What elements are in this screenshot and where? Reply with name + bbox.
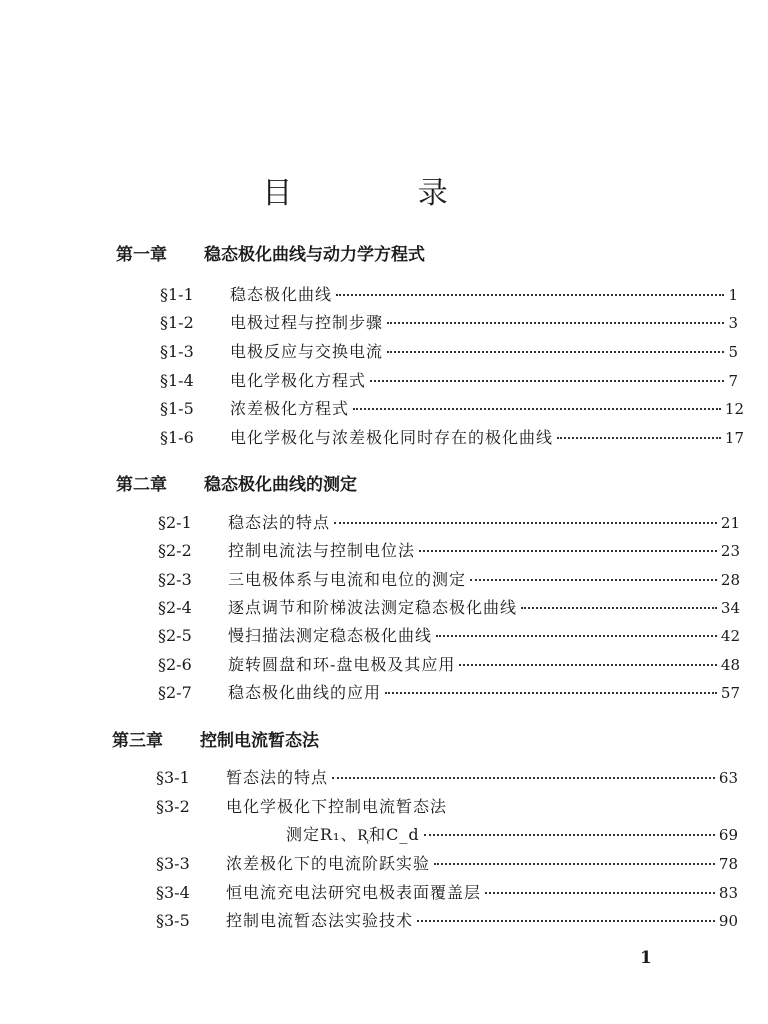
page-ref: 42: [720, 627, 740, 645]
page-ref: 90: [718, 912, 738, 930]
section-number: §2-7: [158, 683, 192, 702]
page-title: 目 录: [262, 176, 506, 211]
leader-dots: [370, 380, 724, 382]
leader-dots: [434, 863, 715, 865]
leader-dots: [436, 635, 717, 637]
section-title: 电化学极化与浓差极化同时存在的极化曲线: [230, 428, 554, 447]
toc-entry[interactable]: [158, 538, 740, 561]
chapter-title: 稳态极化曲线的测定: [204, 475, 357, 495]
chapter-heading: [116, 470, 357, 495]
page-ref: 57: [720, 684, 740, 702]
chapter-heading: [116, 240, 425, 265]
section-title: 电极过程与控制步骤: [230, 313, 384, 332]
section-number: §1-4: [160, 371, 194, 390]
section-number: §3-2: [156, 797, 190, 816]
leader-dots: [332, 777, 715, 779]
toc-entry[interactable]: [160, 282, 738, 305]
toc-entry[interactable]: [158, 510, 740, 533]
section-title: 稳态极化曲线的应用: [228, 683, 382, 702]
leader-dots: [387, 351, 724, 353]
section-number: §2-2: [158, 541, 192, 560]
toc-entry[interactable]: [156, 851, 738, 874]
section-number: §3-1: [156, 768, 190, 787]
section-title: 逐点调节和阶梯波法测定稳态极化曲线: [228, 598, 518, 617]
toc-entry-continuation[interactable]: [286, 822, 738, 845]
section-title: 电化学极化方程式: [230, 371, 367, 390]
chapter-number: 第二章: [116, 475, 167, 495]
page-ref: 1: [728, 286, 738, 304]
chapter-title: 控制电流暂态法: [200, 731, 319, 751]
leader-dots: [387, 322, 724, 324]
page-ref: 63: [718, 769, 738, 787]
section-title: 电极反应与交换电流: [230, 342, 384, 361]
page-ref: 17: [724, 429, 744, 447]
toc-entry[interactable]: [156, 765, 738, 788]
page-ref: 12: [724, 400, 744, 418]
section-title: 测定R₁、R᷊和C_d: [286, 825, 420, 844]
section-title: 浓差极化方程式: [230, 399, 350, 418]
leader-dots: [385, 692, 717, 694]
section-number: §2-4: [158, 598, 192, 617]
page-ref: 34: [720, 599, 740, 617]
section-title: 稳态法的特点: [228, 513, 331, 532]
section-title: 暂态法的特点: [226, 768, 329, 787]
toc-entry[interactable]: [158, 567, 740, 590]
toc-entry[interactable]: [160, 368, 738, 391]
section-number: §3-3: [156, 854, 190, 873]
toc-entry[interactable]: [158, 680, 740, 703]
leader-dots: [470, 579, 717, 581]
page-ref: 7: [728, 372, 738, 390]
toc-entry[interactable]: [158, 652, 740, 675]
toc-entry[interactable]: [156, 880, 738, 903]
leader-dots: [336, 294, 724, 296]
page-ref: 21: [720, 514, 740, 532]
section-number: §3-5: [156, 911, 190, 930]
section-number: §2-3: [158, 570, 192, 589]
toc-entry[interactable]: [160, 310, 738, 333]
section-title: 控制电流法与控制电位法: [228, 541, 416, 560]
page-ref: 5: [728, 343, 738, 361]
toc-entry[interactable]: [160, 425, 744, 448]
leader-dots: [417, 920, 715, 922]
section-number: §1-2: [160, 313, 194, 332]
section-number: §1-1: [160, 285, 194, 304]
section-title: 三电极体系与电流和电位的测定: [228, 570, 467, 589]
section-number: §2-5: [158, 626, 192, 645]
section-title: 慢扫描法测定稳态极化曲线: [228, 626, 433, 645]
leader-dots: [557, 437, 721, 439]
toc-entry[interactable]: [158, 623, 740, 646]
leader-dots: [424, 834, 715, 836]
page-ref: 83: [718, 884, 738, 902]
toc-entry[interactable]: [160, 339, 738, 362]
page-number: 1: [640, 948, 652, 968]
leader-dots: [459, 664, 716, 666]
toc-entry[interactable]: [156, 794, 738, 817]
page-ref: 69: [718, 826, 738, 844]
leader-dots: [521, 607, 717, 609]
leader-dots: [485, 892, 715, 894]
chapter-number: 第一章: [116, 245, 167, 265]
section-title: 控制电流暂态法实验技术: [226, 911, 414, 930]
toc-entry[interactable]: [160, 396, 744, 419]
section-title: 旋转圆盘和环-盘电极及其应用: [228, 655, 456, 674]
page-ref: 78: [718, 855, 738, 873]
chapter-title: 稳态极化曲线与动力学方程式: [204, 245, 425, 265]
leader-dots: [419, 550, 717, 552]
leader-dots: [353, 408, 721, 410]
toc-entry[interactable]: [156, 908, 738, 931]
section-number: §1-3: [160, 342, 194, 361]
page-ref: 3: [728, 314, 738, 332]
section-number: §3-4: [156, 883, 190, 902]
section-number: §2-1: [158, 513, 192, 532]
chapter-heading: [112, 726, 319, 751]
section-title: 恒电流充电法研究电极表面覆盖层: [226, 883, 482, 902]
chapter-number: 第三章: [112, 731, 163, 751]
section-title: 浓差极化下的电流阶跃实验: [226, 854, 431, 873]
section-number: §1-6: [160, 428, 194, 447]
leader-dots: [334, 522, 717, 524]
section-title: 稳态极化曲线: [230, 285, 333, 304]
section-number: §1-5: [160, 399, 194, 418]
page-ref: 28: [720, 571, 740, 589]
page-ref: 48: [720, 656, 740, 674]
toc-entry[interactable]: [158, 595, 740, 618]
section-number: §2-6: [158, 655, 192, 674]
section-title: 电化学极化下控制电流暂态法: [226, 797, 448, 816]
page-ref: 23: [720, 542, 740, 560]
